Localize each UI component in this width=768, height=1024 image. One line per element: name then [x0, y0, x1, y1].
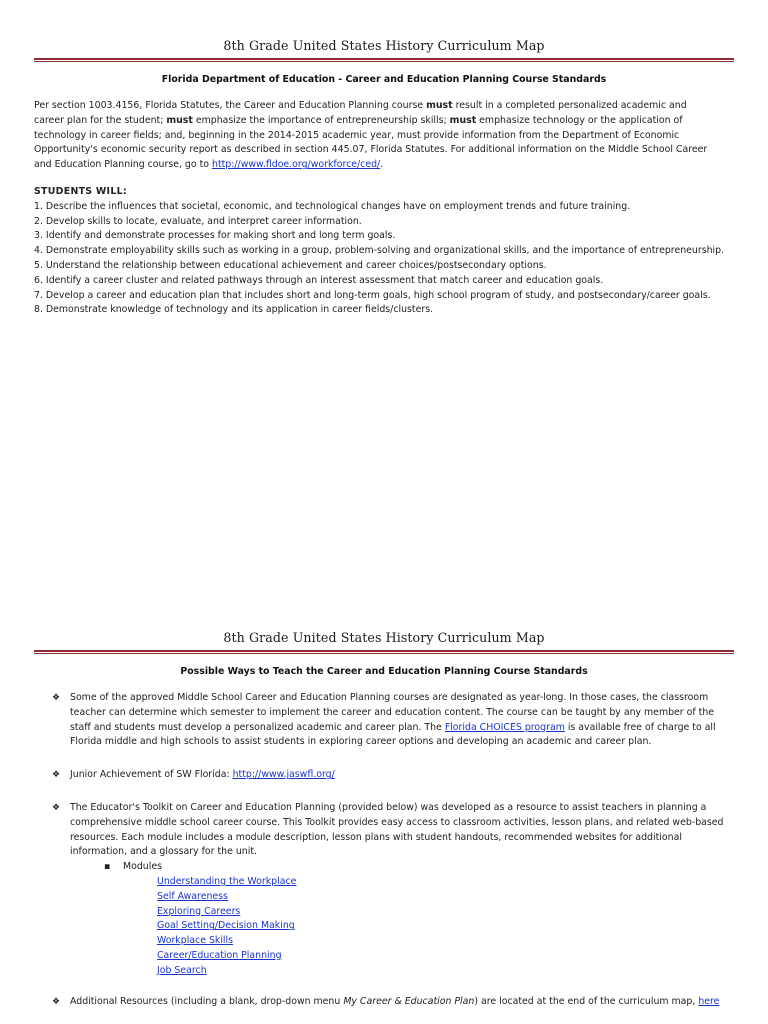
- bullet-text: The Educator's Toolkit on Career and Education Planning (provided below) was developed as a resource to assist teachers in planning a comprehensive middle school career course. This Toolkit provides easy access to classroom activities, lesson plans, and related web-based resources. Each module includes a module description, lesson plans with student handouts, recommended websites for additional information, and a glossary for the unit.: [70, 801, 724, 858]
- list-item: 1. Describe the influences that societal, economic, and technological changes have on employment trends and future training.: [34, 200, 631, 212]
- module-link-understanding-workplace[interactable]: Understanding the Workplace: [157, 875, 297, 887]
- jaswfl-link[interactable]: http://www.jaswfl.org/: [232, 769, 335, 781]
- modules-subheading: [104, 860, 768, 875]
- intro-paragraph: [34, 99, 716, 173]
- must-emphasis: must: [426, 100, 453, 111]
- bullet-additional-resources: [52, 995, 728, 1010]
- modules-list: [157, 875, 768, 979]
- intro-text: .: [380, 159, 384, 171]
- page-title: 8th Grade United States History Curriculum Map: [223, 38, 545, 53]
- page-1: [0, 0, 768, 318]
- square-bullet-icon: ▪: [104, 861, 111, 873]
- plan-title: My Career & Education Plan: [343, 995, 475, 1007]
- bullet-choices: [52, 691, 728, 750]
- intro-text: result in a completed personalized academic and career plan for the student;: [34, 100, 687, 126]
- title-rule: [34, 650, 734, 654]
- bullet-text: is available free of charge to all Florida middle and high schools to assist students in exploring career options and developing an academic and career plan.: [70, 721, 716, 748]
- here-link[interactable]: here: [698, 995, 720, 1007]
- students-heading: STUDENTS WILL:: [34, 185, 127, 197]
- list-item: 8. Demonstrate knowledge of technology and its application in career fields/clusters.: [34, 304, 434, 316]
- module-link-workplace-skills[interactable]: Workplace Skills: [157, 935, 234, 947]
- section-subtitle: Florida Department of Education - Career and Education Planning Course Standards: [161, 74, 607, 85]
- list-item: 4. Demonstrate employability skills such as working in a group, problem-solving and organizational skills, and the importance of entrepreneurship.: [34, 245, 725, 257]
- page-title: 8th Grade United States History Curriculum Map: [223, 630, 545, 645]
- bullet-text: Junior Achievement of SW Florida:: [70, 769, 233, 781]
- florida-choices-link[interactable]: Florida CHOICES program: [444, 721, 565, 733]
- bullet-text: ) are located at the end of the curriculum map,: [474, 995, 699, 1007]
- must-emphasis: must: [166, 114, 193, 126]
- intro-text: emphasize the importance of entrepreneurship skills;: [192, 114, 450, 126]
- diamond-bullet-icon: ❖: [52, 693, 61, 703]
- module-link-career-education-planning[interactable]: Career/Education Planning: [157, 949, 282, 961]
- list-item: 7. Develop a career and education plan that includes short and long-term goals, high school program of study, and postsecondary/career goals.: [34, 289, 711, 301]
- intro-text: emphasize technology or the application of technology in career fields; and, beginning in the 2014-2015 academic year, must provide information from the Department of Economic Opportunity's economic security report as described in section 445.07, Florida Statutes. For additional information on the Middle School Career and Education Planning course, go to: [34, 114, 708, 171]
- fldoe-link[interactable]: http://www.fldoe.org/workforce/ced/: [212, 159, 381, 171]
- diamond-bullet-icon: ❖: [52, 996, 61, 1007]
- diamond-bullet-icon: ❖: [52, 770, 61, 781]
- list-item: 3. Identify and demonstrate processes for making short and long term goals.: [34, 230, 396, 242]
- diamond-bullet-icon: ❖: [52, 802, 61, 813]
- module-link-self-awareness[interactable]: Self Awareness: [157, 890, 228, 902]
- must-emphasis: must: [449, 114, 477, 126]
- module-link-job-search[interactable]: Job Search: [157, 964, 207, 976]
- title-rule: [34, 58, 734, 62]
- bullet-text: Some of the approved Middle School Career and Education Planning courses are designated as year-long. In those cases, the classroom teacher can determine which semester to implement the career and education content. The course can be taught by any member of the staff and students must develop a personalized academic and career plan. The: [70, 692, 715, 733]
- students-will-list: [34, 185, 734, 318]
- module-link-exploring-careers[interactable]: Exploring Careers: [157, 905, 241, 917]
- list-item: 5. Understand the relationship between educational achievement and career choices/postsecondary options.: [34, 259, 547, 271]
- bullet-educators-toolkit: [52, 801, 728, 860]
- list-item: 2. Develop skills to locate, evaluate, and interpret career information.: [34, 215, 362, 227]
- page-2: [0, 626, 768, 1009]
- section-subtitle: Possible Ways to Teach the Career and Education Planning Course Standards: [180, 666, 588, 677]
- intro-text: Per section 1003.4156, Florida Statutes, the Career and Education Planning course: [34, 100, 427, 111]
- list-item: 6. Identify a career cluster and related pathways through an interest assessment that match career and education goals.: [34, 274, 604, 286]
- bullet-junior-achievement: [52, 768, 728, 783]
- modules-label: Modules: [123, 861, 162, 873]
- bullet-text: Additional Resources (including a blank, drop-down menu: [70, 995, 344, 1007]
- module-link-goal-setting[interactable]: Goal Setting/Decision Making: [157, 920, 295, 932]
